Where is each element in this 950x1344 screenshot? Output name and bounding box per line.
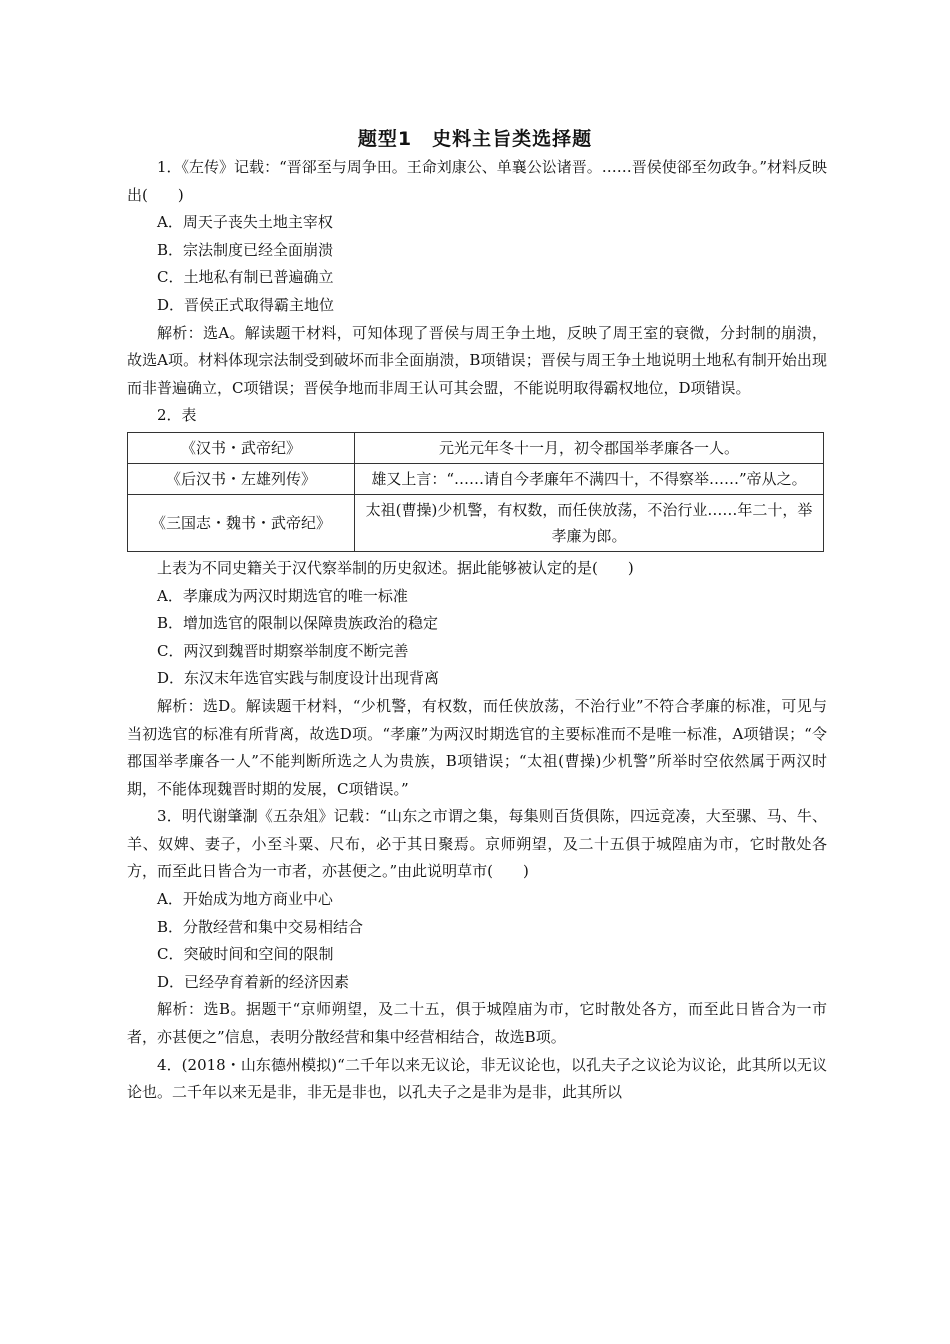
- question-3-option-d: D．已经孕育着新的经济因素: [157, 972, 350, 991]
- question-3-option-b: B．分散经营和集中交易相结合: [157, 917, 364, 936]
- page-title: 题型1 史料主旨类选择题: [357, 128, 593, 150]
- question-4-stem: 4．(2018・山东德州模拟)“二千年以来无议论，非无议论也，以孔夫子之议论为议论，此其所以无议论也。二千年以来无是非，非无是非也，以孔夫子之是非为是非，此其所以: [127, 1055, 827, 1102]
- question-2-option-d: D．东汉末年选官实践与制度设计出现背离: [157, 669, 440, 688]
- question-2-analysis: 解析：选D。解读题干材料，“少机警，有权数，而任侠放荡，不治行业”不符合孝廉的标准，可见与当初选官的标准有所背离，故选D项。“孝廉”为两汉时期选官的主要标准而不是唯一标准，A项错误；“令郡国举孝廉各一人”不能判断所选之人为贵族，B项错误；“太祖(曹操)少机警”所举时空依然属于两汉时期，不能体现魏晋时期的发展，C项错误。”: [127, 696, 827, 798]
- source-table: [127, 432, 824, 552]
- question-2-option-a: A．孝廉成为两汉时期选官的唯一标准: [157, 586, 408, 605]
- table-cell-book: 《后汉书・左雄列传》: [128, 463, 355, 494]
- question-3-stem: 3．明代谢肇淛《五杂俎》记载：“山东之市谓之集，每集则百货俱陈，四远竞凑，大至骡、马、牛、羊、奴婢、妻子，小至斗粟、尺布，必于其日聚焉。京师朔望，及二十五俱于城隍庙为市，它时散处各方，而至此日皆合为一市者，亦甚便之。”由此说明草市( ): [127, 807, 827, 881]
- table-cell-text: 元光元年冬十一月，初令郡国举孝廉各一人。: [355, 432, 824, 463]
- question-1-option-c: C．土地私有制已普遍确立: [157, 268, 334, 287]
- question-1-option-b: B．宗法制度已经全面崩溃: [157, 240, 334, 259]
- question-3: [127, 803, 827, 1051]
- table-cell-text: 雄又上言：“……请自今孝廉年不满四十，不得察举……”帝从之。: [355, 463, 824, 494]
- question-1-stem: 1．《左传》记载：“晋郤至与周争田。王命刘康公、单襄公讼诸晋。……晋侯使郤至勿政争。”材料反映出( ): [127, 158, 827, 204]
- question-3-analysis: 解析：选B。据题干“京师朔望，及二十五，俱于城隍庙为市，它时散处各方，而至此日皆合为一市者，亦甚便之”信息，表明分散经营和集中经营相结合，故选B项。: [127, 1000, 827, 1047]
- table-cell-book: 《三国志・魏书・武帝纪》: [128, 494, 355, 551]
- table-cell-text: 太祖(曹操)少机警，有权数，而任侠放荡，不治行业……年二十，举孝廉为郎。: [355, 494, 824, 551]
- question-2-option-b: B．增加选官的限制以保障贵族政治的稳定: [157, 614, 439, 633]
- table-row: [128, 494, 824, 551]
- question-2-option-c: C．两汉到魏晋时期察举制度不断完善: [157, 641, 409, 660]
- question-2-question: 上表为不同史籍关于汉代察举制的历史叙述。据此能够被认定的是( ): [157, 558, 634, 577]
- question-3-option-c: C．突破时间和空间的限制: [157, 945, 334, 964]
- table-row: [128, 463, 824, 494]
- table-cell-book: 《汉书・武帝纪》: [128, 432, 355, 463]
- question-1: [127, 154, 827, 402]
- question-2: [127, 402, 827, 803]
- question-1-option-a: A．周天子丧失土地主宰权: [157, 213, 333, 232]
- document-body: [127, 154, 827, 1107]
- table-row: [128, 432, 824, 463]
- question-4: [127, 1052, 827, 1107]
- question-1-option-d: D．晋侯正式取得霸主地位: [157, 295, 335, 314]
- question-1-analysis: 解析：选A。解读题干材料，可知体现了晋侯与周王争土地，反映了周王室的衰微，分封制的崩溃，故选A项。材料体现宗法制受到破坏而非全面崩溃，B项错误；晋侯与周王争土地说明土地私有制开始出现而非普遍确立，C项错误；晋侯争地而非周王认可其会盟，不能说明取得霸权地位，D项错误。: [127, 323, 827, 397]
- question-2-stem: 2．表: [157, 406, 197, 425]
- question-3-option-a: A．开始成为地方商业中心: [157, 890, 333, 909]
